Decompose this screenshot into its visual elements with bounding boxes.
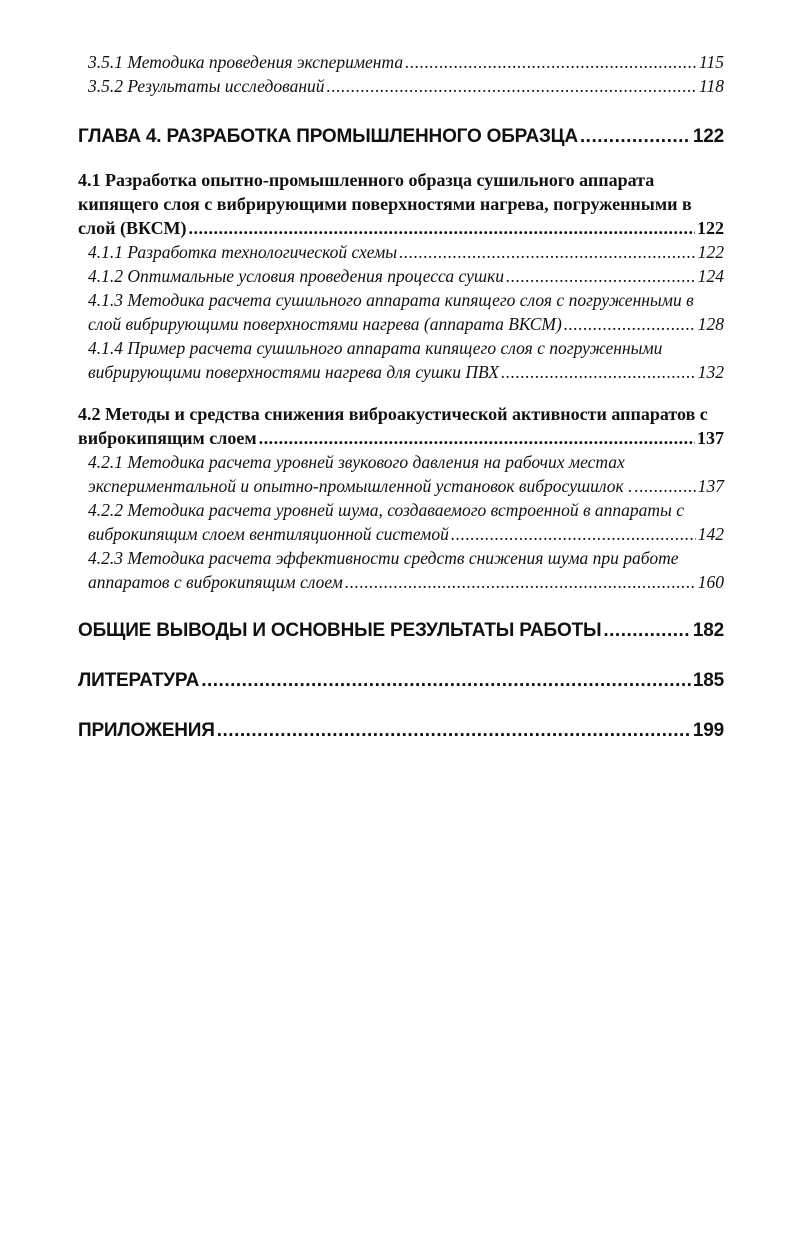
toc-entry-3-5-1[interactable]: [88, 52, 724, 73]
toc-conclusions[interactable]: [78, 620, 724, 642]
dot-leader: [580, 126, 691, 148]
toc-entry-4-1-4-line-1: 4.1.4 Пример расчета сушильного аппарата кипящего слоя с погруженными: [88, 338, 663, 358]
toc-page-number: 185: [692, 670, 724, 691]
toc-section-title-end: виброкипящим слоем: [78, 428, 257, 448]
dot-leader: [634, 476, 695, 497]
dot-leader: [451, 524, 696, 545]
toc-page-number: 160: [697, 572, 724, 592]
toc-section-4-1[interactable]: [78, 218, 724, 239]
toc-entry-title: 4.1.2 Оптимальные условия проведения процесса сушки: [88, 266, 505, 286]
toc-page-number: 115: [699, 52, 724, 72]
toc-section-title-end: слой (ВКСМ): [78, 218, 187, 238]
toc-entry-4-1-1[interactable]: [88, 242, 724, 263]
toc-chapter-title: ЛИТЕРАТУРА: [78, 670, 200, 691]
toc-entry-4-1-4[interactable]: [88, 362, 724, 383]
toc-page-number: 118: [699, 76, 724, 96]
toc-entry-4-2-1[interactable]: [88, 476, 724, 497]
dot-leader: [217, 720, 691, 742]
toc-entry-title-end: экспериментальной и опытно-промышленной установок вибросушилок .: [88, 476, 633, 496]
toc-page-number: 132: [697, 362, 724, 382]
toc-chapter-title: ПРИЛОЖЕНИЯ: [78, 720, 215, 741]
toc-entry-title-end: слой вибрирующими поверхностями нагрева (аппарата ВКСМ): [88, 314, 562, 334]
toc-entry-4-2-2-line-1: 4.2.2 Методика расчета уровней шума, создаваемого встроенной в аппараты с: [88, 500, 685, 520]
toc-page-number: 137: [697, 428, 724, 448]
toc-page-number: 122: [697, 218, 724, 238]
toc-chapter-title: ГЛАВА 4. РАЗРАБОТКА ПРОМЫШЛЕННОГО ОБРАЗЦА: [78, 126, 578, 147]
dot-leader: [603, 620, 691, 642]
toc-section-4-2[interactable]: [78, 428, 724, 449]
toc-entry-4-2-1-line-1: 4.2.1 Методика расчета уровней звукового давления на рабочих местах: [88, 452, 625, 472]
toc-entry-4-2-3-line-1: 4.2.3 Методика расчета эффективности средств снижения шума при работе: [88, 548, 679, 568]
toc-page-number: 122: [697, 242, 724, 262]
toc-entry-4-1-2[interactable]: [88, 266, 724, 287]
toc-entry-4-1-3[interactable]: [88, 314, 724, 335]
toc-section-4-1-line-2: кипящего слоя с вибрирующими поверхностями нагрева, погруженными в: [78, 194, 692, 214]
toc-chapter-4[interactable]: [78, 126, 724, 148]
toc-page-number: 199: [692, 720, 724, 741]
toc-entry-title: 4.1.1 Разработка технологической схемы: [88, 242, 398, 262]
toc-page-number: 128: [697, 314, 724, 334]
toc-entry-3-5-2[interactable]: [88, 76, 724, 97]
toc-page-number: 182: [692, 620, 724, 641]
toc-entry-4-1-3-line-1: 4.1.3 Методика расчета сушильного аппарата кипящего слоя с погруженными в: [88, 290, 694, 310]
toc-section-4-2-line-1: 4.2 Методы и средства снижения виброакустической активности аппаратов с: [78, 404, 708, 424]
dot-leader: [259, 428, 695, 449]
dot-leader: [201, 670, 691, 692]
toc-page-number: 122: [692, 126, 724, 147]
toc-entry-title: 3.5.1 Методика проведения эксперимента: [88, 52, 404, 72]
dot-leader: [399, 242, 696, 263]
toc-literature[interactable]: [78, 670, 724, 692]
toc-section-4-1-line-1: 4.1 Разработка опытно-промышленного образца сушильного аппарата: [78, 170, 655, 190]
dot-leader: [564, 314, 696, 335]
toc-page-number: 142: [697, 524, 724, 544]
toc-entry-title-end: аппаратов с виброкипящим слоем: [88, 572, 343, 592]
toc-entry-4-2-3[interactable]: [88, 572, 724, 593]
dot-leader: [189, 218, 695, 239]
toc-entry-title-end: вибрирующими поверхностями нагрева для сушки ПВХ: [88, 362, 499, 382]
dot-leader: [405, 52, 697, 73]
dot-leader: [345, 572, 696, 593]
toc-appendices[interactable]: [78, 720, 724, 742]
dot-leader: [327, 76, 698, 97]
toc-page-number: 124: [697, 266, 724, 286]
dot-leader: [501, 362, 696, 383]
toc-entry-4-2-2[interactable]: [88, 524, 724, 545]
dot-leader: [506, 266, 696, 287]
toc-entry-title-end: виброкипящим слоем вентиляционной системой: [88, 524, 449, 544]
toc-entry-title: 3.5.2 Результаты исследований: [88, 76, 325, 96]
toc-chapter-title: ОБЩИЕ ВЫВОДЫ И ОСНОВНЫЕ РЕЗУЛЬТАТЫ РАБОТЫ: [78, 620, 602, 641]
toc-page-number: 137: [697, 476, 724, 496]
